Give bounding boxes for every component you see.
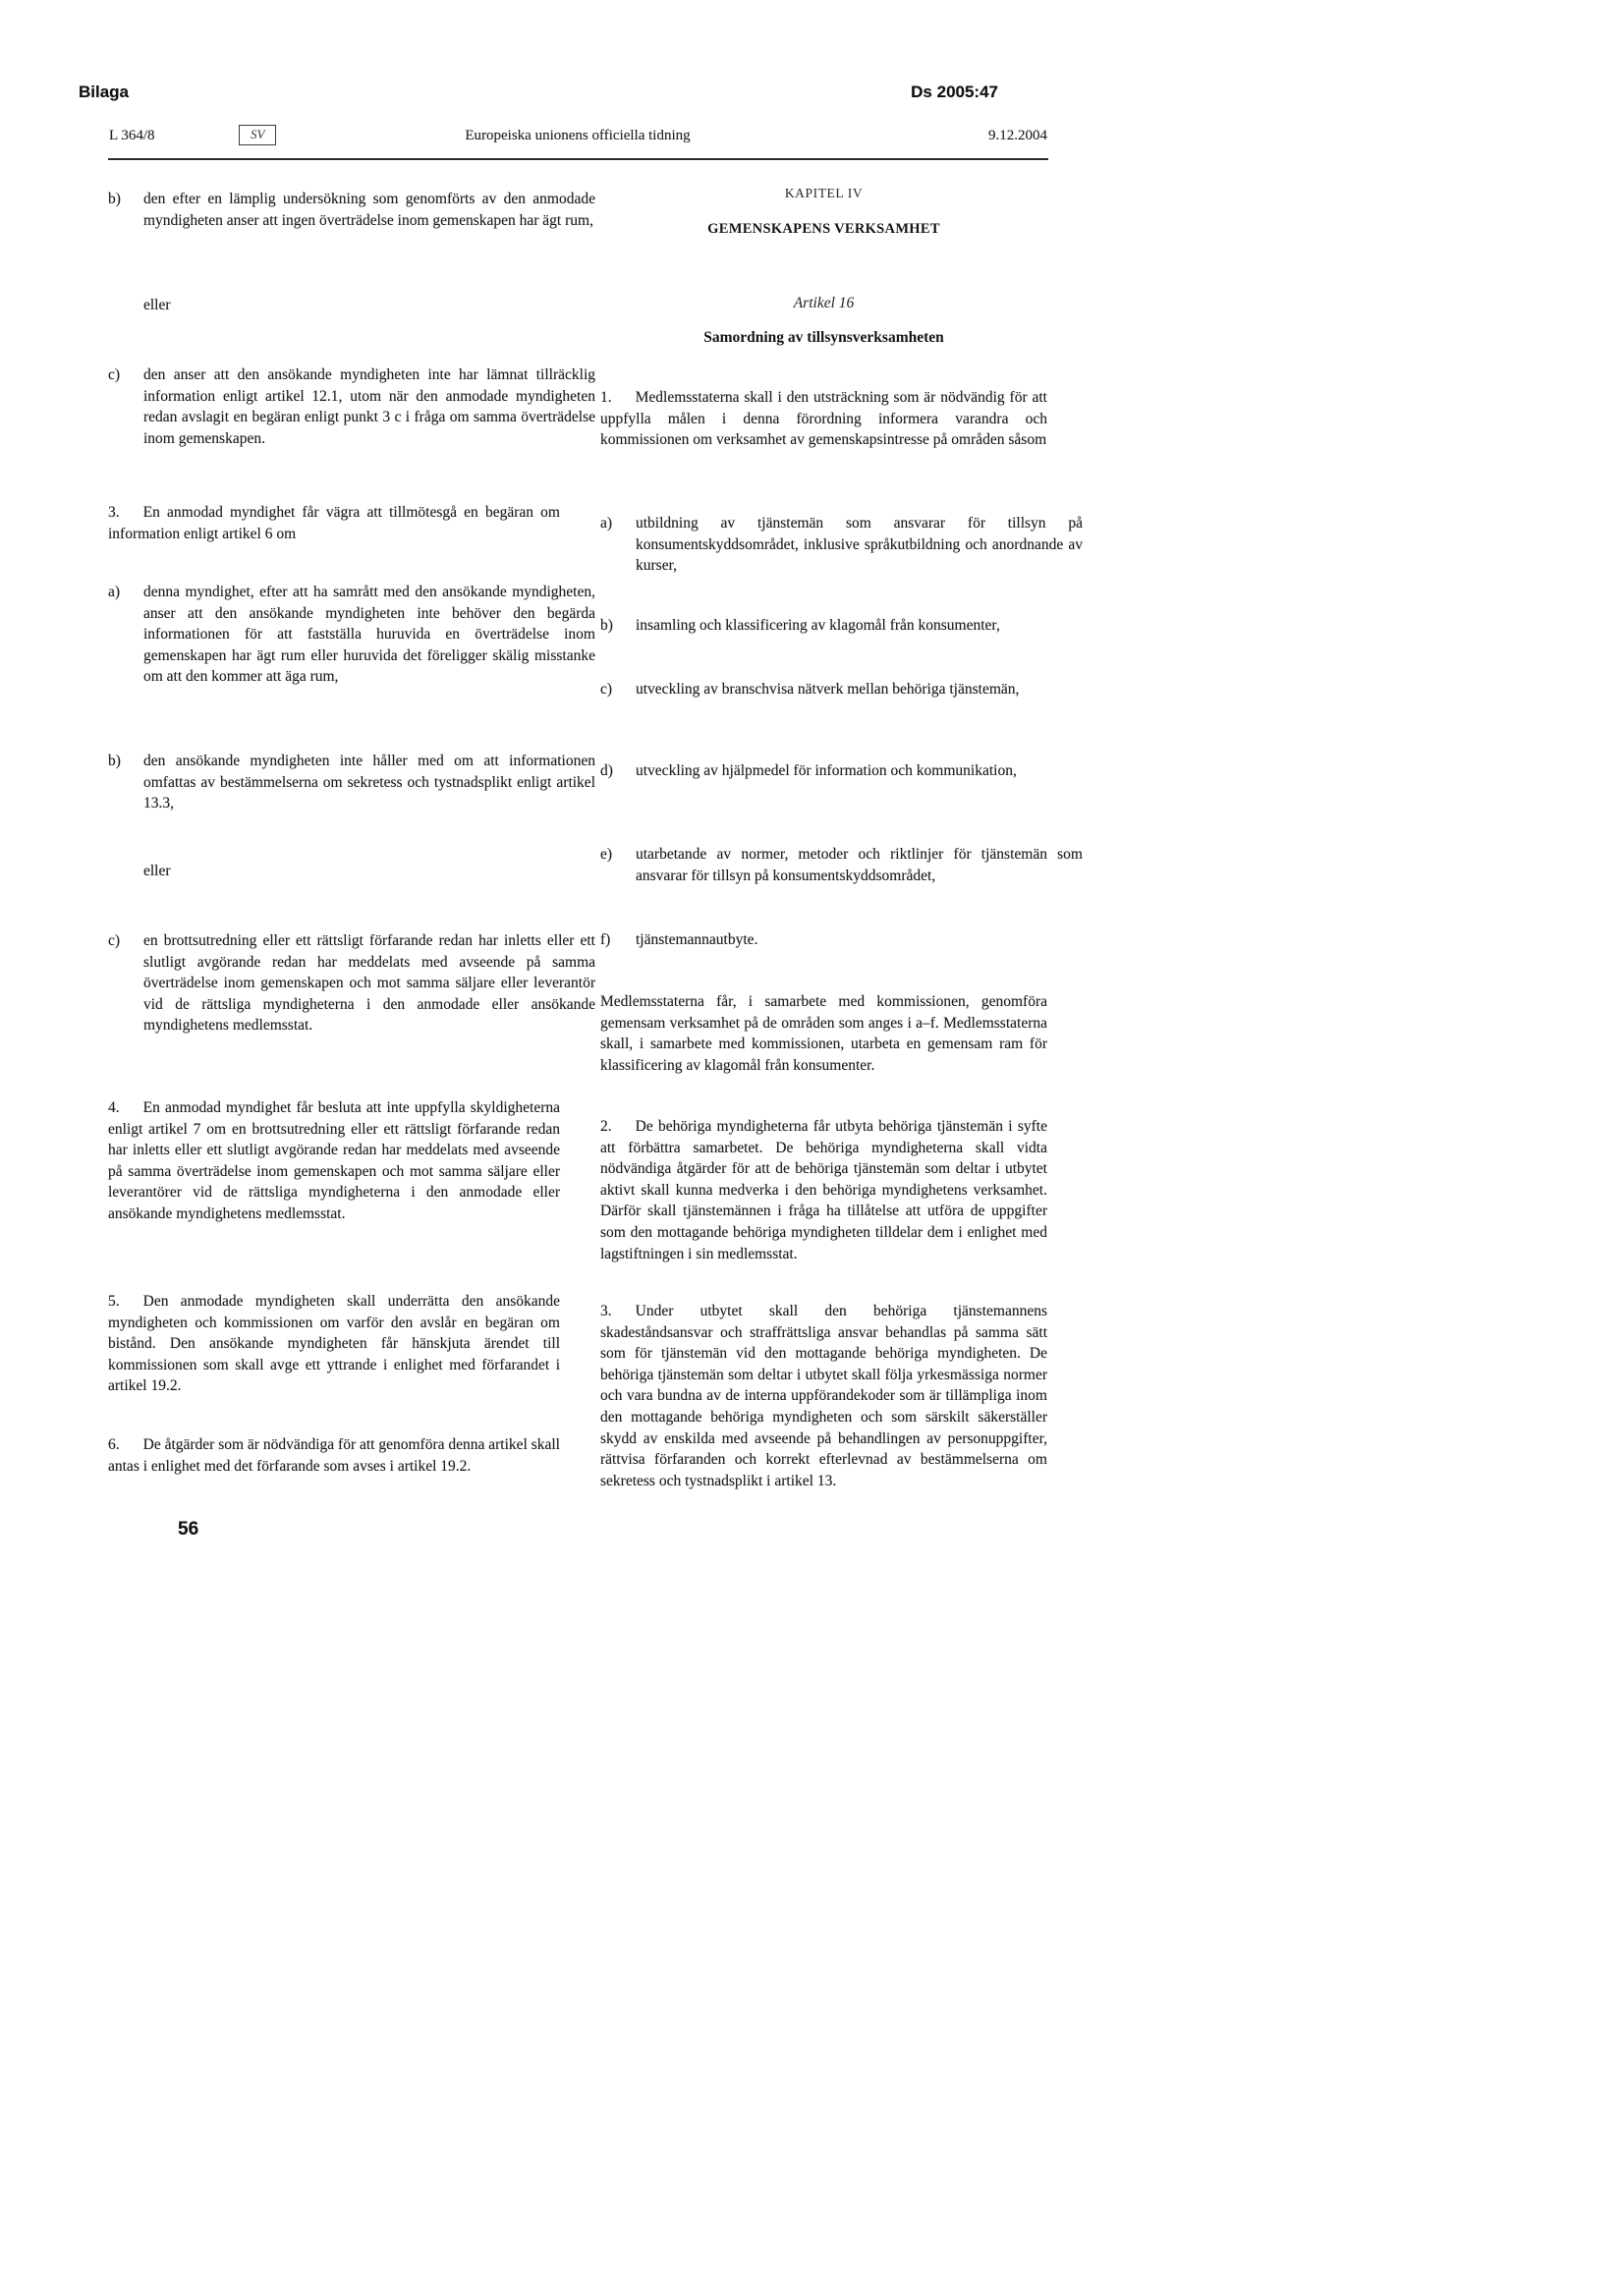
list-item [600,844,1083,886]
item-marker: a) [108,584,121,600]
item-marker: a) [600,515,613,532]
language-code: SV [239,125,276,145]
journal-issue-ref: L 364/8 [109,128,155,143]
item-marker: b) [108,191,121,207]
item-marker: e) [600,846,613,863]
item-text: utbildning av tjänstemän som ansvarar för tillsyn på konsumentskyddsområdet, inklusive språkutbildning och anordnande av kurser, [636,515,1083,575]
paragraph: Medlemsstaterna får, i samarbete med kommissionen, genomföra gemensam verksamhet på de områden som anges i a–f. Medlemsstaterna skall, i samarbete med kommissionen, utarbeta en gemensam ram för klassificering av klagomål från konsumenter. [600,993,1047,1074]
item-marker: f) [600,931,611,948]
paragraph [108,1291,560,1397]
item-text: utarbetande av normer, metoder och riktlinjer för tjänstemän som ansvarar för tillsyn på konsumentskyddsområdet, [636,846,1083,884]
page-number: 56 [178,1519,199,1539]
paragraph-text: Medlemsstaterna skall i den utsträckning som är nödvändig för att uppfylla målen i denna förordning informera varandra och kommissionen om verksamhet av gemenskapsintresse på områden såsom [600,389,1047,449]
item-marker: c) [108,366,121,383]
list-item [600,679,1083,700]
paragraph [108,1434,560,1477]
paragraph [600,1116,1047,1264]
paragraph-number: 2. [600,1118,612,1135]
paragraph-number: 4. [108,1099,120,1116]
paragraph [108,1097,560,1225]
item-marker: b) [600,617,613,634]
journal-title: Europeiska unionens officiella tidning [465,128,691,143]
list-item [600,929,1083,951]
list-item [108,189,595,231]
item-text: den anser att den ansökande myndigheten inte har lämnat tillräcklig information enligt artikel 12.1, utom när den anmodade myndigheten redan avslagit en begäran enligt punkt 3 c i fråga om samma överträdelse inom gemenskapen. [143,366,595,447]
item-marker: b) [108,753,121,769]
article-heading: Artikel 16 [793,295,855,311]
list-item [108,930,595,1036]
connector-word: eller [143,863,171,879]
list-item [108,751,595,814]
paragraph [600,1301,1047,1491]
item-text: den efter en lämplig undersökning som genomförts av den anmodade myndigheten anser att ingen överträdelse inom gemenskapen har ägt rum, [143,191,595,229]
annex-label: Bilaga [79,83,130,101]
right-column [600,0,1083,1572]
item-text: en brottsutredning eller ett rättsligt förfarande redan har inletts eller ett slutligt avgörande redan har meddelats med avseende på samma överträdelse inom gemenskapen och mot samma säljare eller leverantör vid de rättsliga myndigheterna i den anmodade eller ansökande myndighetens medlemsstat. [143,932,595,1035]
list-item [600,513,1083,577]
paragraph [108,502,560,544]
item-marker: c) [600,681,613,698]
chapter-heading: KAPITEL IV [784,186,864,200]
paragraph-text: Under utbytet skall den behöriga tjänstemannens skadeståndsansvar och straffrättsliga ansvar behandlas på samma sätt som för tjänstemän vid den mottagande behöriga myndigheten. De behöriga tjänstemän som deltar i utbytet skall följa yrkesmässiga normer och vara bundna av de interna uppförandekoder som är tillämpliga inom den mottagande behöriga myndigheten och som särskilt säkerställer skydd av enskilda med avseende på behandlingen av personuppgifter, rättvisa förfaranden och korrekt efterlevnad av bestämmelserna om sekretess och tystnadsplikt i artikel 13. [600,1303,1047,1489]
paragraph-number: 3. [600,1303,612,1319]
paragraph-number: 5. [108,1293,120,1310]
chapter-title: GEMENSKAPENS VERKSAMHET [707,221,940,237]
list-item [600,615,1083,637]
paragraph-text: De åtgärder som är nödvändiga för att genomföra denna artikel skall antas i enlighet med det förfarande som avses i artikel 19.2. [108,1436,560,1475]
paragraph-text: De behöriga myndigheterna får utbyta behöriga tjänstemän i syfte att förbättra samarbetet. De behöriga myndigheterna skall vidta nödvändiga åtgärder för att de behöriga tjänstemän som deltar i utbytet aktivt skall kunna medverka i den behöriga myndighetens verksamhet. Därför skall tjänstemännen i fråga ha tillåtelse att utföra de uppgifter som den mottagande behöriga myndigheten tilldelar dem i enlighet med lagstiftningen i sin medlemsstat. [600,1118,1047,1262]
item-text: den ansökande myndigheten inte håller med om att informationen omfattas av bestämmelserna om sekretess och tystnadsplikt enligt artikel 13.3, [143,753,595,812]
item-marker: d) [600,762,613,779]
item-text: insamling och klassificering av klagomål från konsumenter, [636,617,1000,634]
paragraph [600,387,1047,451]
list-item [108,364,595,449]
item-text: utveckling av branschvisa nätverk mellan behöriga tjänstemän, [636,681,1020,698]
item-text: denna myndighet, efter att ha samrått med den ansökande myndigheten, anser att den ansökande myndigheten inte behöver den begärda informationen för att fastställa huruvida en överträdelse inom gemenskapen har ägt rum eller huruvida det föreligger skälig misstanke om att den kommer att äga rum, [143,584,595,686]
list-item [600,760,1083,782]
paragraph-text: En anmodad myndighet får vägra att tillmötesgå en begäran om information enligt artikel 6 om [108,504,560,542]
item-text: tjänstemannautbyte. [636,931,758,948]
doc-reference: Ds 2005:47 [911,83,998,101]
paragraph-text: Den anmodade myndigheten skall underrätta den ansökande myndigheten och kommissionen om varför den avslår en begäran om bistånd. Den ansökande myndigheten får hänskjuta ärendet till kommissionen som skall avge ett yttrande i enlighet med förfarandet i artikel 19.2. [108,1293,560,1395]
list-item [108,582,595,688]
paragraph-number: 6. [108,1436,120,1453]
journal-date: 9.12.2004 [988,128,1047,143]
paragraph-text: En anmodad myndighet får besluta att inte uppfylla skyldigheterna enligt artikel 7 om en brottsutredning eller ett rättsligt förfarande redan har inletts eller ett slutligt avgörande redan har meddelats med avseende på samma överträdelse inom gemenskapen och mot samma säljare eller leverantörer vid de rättsliga myndigheterna i den anmodade eller ansökande myndighetens medlemsstat. [108,1099,560,1222]
article-title: Samordning av tillsynsverksamheten [703,329,944,346]
item-text: utveckling av hjälpmedel för information och kommunikation, [636,762,1017,779]
paragraph-number: 3. [108,504,120,521]
item-marker: c) [108,932,121,949]
connector-word: eller [143,297,171,313]
paragraph-number: 1. [600,389,612,406]
